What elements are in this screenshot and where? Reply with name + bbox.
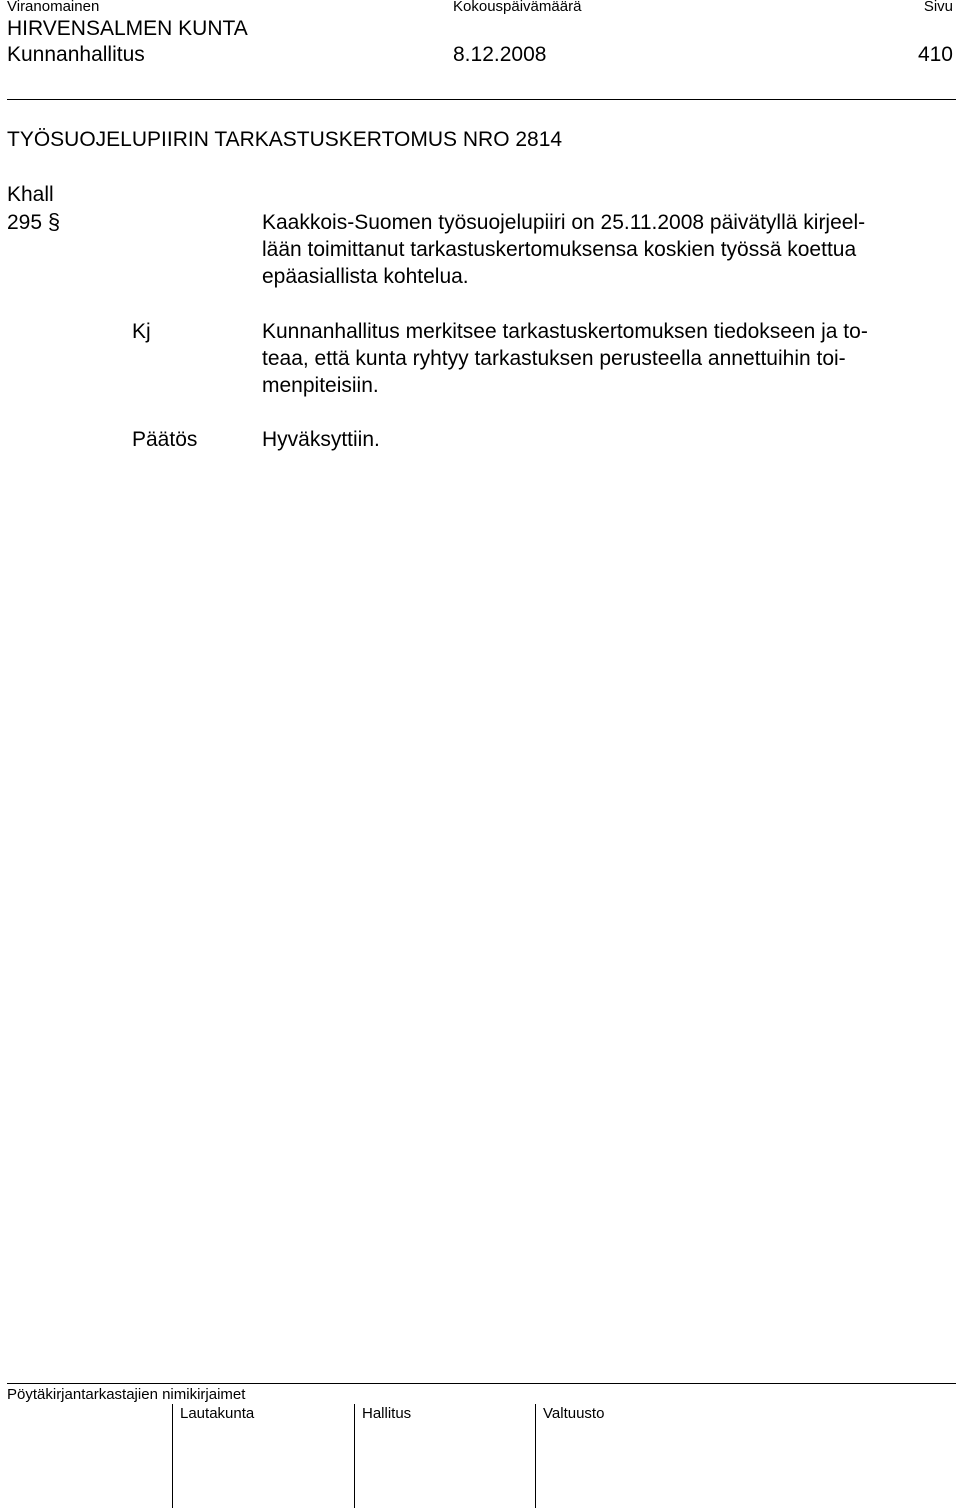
proposal-text bbox=[262, 318, 868, 399]
decision-text: Hyväksyttiin. bbox=[262, 428, 380, 451]
footer-column-council: Valtuusto bbox=[543, 1405, 605, 1422]
item-number-value: 295 bbox=[7, 211, 43, 234]
section-sign-icon: § bbox=[47, 209, 61, 234]
footer-column-government: Hallitus bbox=[362, 1405, 412, 1422]
signatures-label: Pöytäkirjantarkastajien nimikirjaimet bbox=[7, 1386, 246, 1403]
footer-column-divider bbox=[172, 1404, 173, 1508]
header-page-label: Sivu bbox=[923, 0, 953, 15]
item-body-short: Khall bbox=[7, 183, 54, 206]
page-number: 410 bbox=[917, 43, 953, 66]
proposal-line: menpiteisiin. bbox=[262, 374, 379, 397]
item-description-line: lään toimittanut tarkastuskertomuksensa koskien työssä koettua bbox=[262, 238, 857, 261]
municipality-name: HIRVENSALMEN KUNTA bbox=[7, 17, 248, 40]
footer-column-divider bbox=[354, 1404, 355, 1508]
item-description bbox=[262, 209, 865, 290]
document-title: TYÖSUOJELUPIIRIN TARKASTUSKERTOMUS NRO 2814 bbox=[7, 128, 563, 151]
item-description-line: Kaakkois-Suomen työsuojelupiiri on 25.11.2008 päivätyllä kirjeel- bbox=[262, 211, 866, 234]
proposal-label: Kj bbox=[132, 320, 151, 343]
footer-column-board: Lautakunta bbox=[180, 1405, 255, 1422]
meeting-date: 8.12.2008 bbox=[453, 43, 547, 66]
header-date-label: Kokouspäivämäärä bbox=[453, 0, 582, 15]
footer-divider bbox=[7, 1383, 956, 1384]
footer-column-divider bbox=[535, 1404, 536, 1508]
proposal-line: teaa, että kunta ryhtyy tarkastuksen perusteella annettuihin toi- bbox=[262, 347, 846, 370]
header-authority-label: Viranomainen bbox=[7, 0, 100, 15]
meeting-body: Kunnanhallitus bbox=[7, 43, 145, 66]
header-divider bbox=[7, 99, 956, 100]
item-number bbox=[7, 209, 60, 235]
decision-label: Päätös bbox=[132, 428, 198, 451]
item-description-line: epäasiallista kohtelua. bbox=[262, 265, 469, 288]
proposal-line: Kunnanhallitus merkitsee tarkastuskertomuksen tiedokseen ja to- bbox=[262, 320, 868, 343]
